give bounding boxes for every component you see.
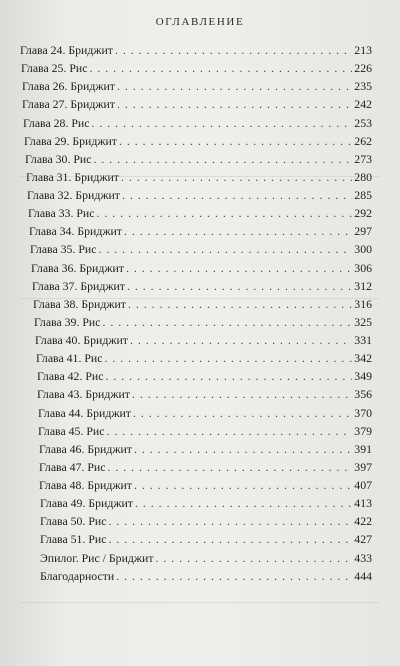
toc-leader-dots [115, 43, 352, 57]
toc-entry-page: 242 [354, 97, 372, 111]
toc-leader-dots [116, 569, 352, 583]
toc-entry-page: 349 [354, 369, 372, 383]
toc-entry-page: 253 [354, 116, 372, 130]
toc-entry-title: Глава 47. Рис [39, 460, 106, 474]
toc-entry [21, 61, 372, 75]
toc-entry [39, 478, 372, 492]
toc-leader-dots [127, 279, 352, 293]
toc-entry-title: Глава 41. Рис [36, 351, 103, 365]
toc-entry-page: 433 [354, 551, 372, 565]
toc-entry-title: Глава 26. Бриджит [22, 79, 115, 93]
toc-entry [39, 460, 372, 474]
toc-entry-page: 306 [354, 261, 372, 275]
toc-leader-dots [122, 188, 352, 202]
toc-leader-dots [133, 406, 352, 420]
toc-entry [31, 261, 372, 275]
toc-entry-page: 300 [354, 242, 372, 256]
toc-entry-title: Глава 25. Рис [21, 61, 88, 75]
toc-entry [38, 424, 372, 438]
toc-entry-page: 297 [354, 224, 372, 238]
toc-entry-page: 285 [354, 188, 372, 202]
toc-entry-title: Глава 42. Рис [37, 369, 104, 383]
toc-leader-dots [108, 514, 352, 528]
toc-entry-page: 235 [354, 79, 372, 93]
toc-entry-page: 444 [354, 569, 372, 583]
toc-leader-dots [134, 442, 352, 456]
toc-entry-title: Глава 34. Бриджит [29, 224, 122, 238]
toc-entry-page: 292 [354, 206, 372, 220]
toc-entry-title: Эпилог. Рис / Бриджит [40, 551, 154, 565]
toc-entry [40, 569, 372, 583]
toc-leader-dots [119, 134, 352, 148]
toc-entry [35, 333, 372, 347]
toc-entry-title: Глава 43. Бриджит [37, 387, 130, 401]
toc-entry [32, 279, 372, 293]
toc-entry [37, 369, 372, 383]
toc-entry-page: 262 [354, 134, 372, 148]
toc-entry-title: Глава 24. Бриджит [20, 43, 113, 57]
toc-entry [30, 242, 372, 256]
toc-entry-page: 413 [354, 496, 372, 510]
toc-entry-page: 226 [354, 61, 372, 75]
toc-entry-title: Глава 32. Бриджит [27, 188, 120, 202]
toc-entry-title: Глава 31. Бриджит [26, 170, 119, 184]
toc-entry-title: Глава 39. Рис [34, 315, 101, 329]
toc-entry-page: 325 [354, 315, 372, 329]
toc-leader-dots [130, 333, 352, 347]
toc-entry-page: 316 [354, 297, 372, 311]
toc-entry [20, 43, 372, 57]
toc-entry-page: 273 [354, 152, 372, 166]
toc-leader-dots [91, 116, 352, 130]
toc-leader-dots [134, 478, 352, 492]
toc-entry-page: 280 [354, 170, 372, 184]
toc-entry [37, 387, 372, 401]
toc-entry-page: 427 [354, 532, 372, 546]
toc-leader-dots [117, 79, 352, 93]
toc-leader-dots [121, 170, 352, 184]
toc-leader-dots [89, 61, 352, 75]
toc-entry-page: 397 [354, 460, 372, 474]
toc-entry-title: Глава 37. Бриджит [32, 279, 125, 293]
toc-entry [22, 97, 372, 111]
toc-leader-dots [106, 424, 352, 438]
toc-entry-title: Глава 29. Бриджит [24, 134, 117, 148]
toc-leader-dots [98, 242, 352, 256]
toc-entry [26, 170, 372, 184]
toc-leader-dots [93, 152, 352, 166]
toc-entry-title: Глава 38. Бриджит [33, 297, 126, 311]
toc-leader-dots [135, 496, 352, 510]
toc-entry [25, 152, 372, 166]
page-title: ОГЛАВЛЕНИЕ [155, 16, 245, 28]
toc-entry [29, 224, 372, 238]
toc-entry-title: Глава 28. Рис [23, 116, 90, 130]
toc-entry [23, 116, 372, 130]
toc-entry-page: 391 [354, 442, 372, 456]
toc-entry [27, 188, 372, 202]
toc-entry [33, 297, 372, 311]
toc-entry-page: 356 [354, 387, 372, 401]
toc-entry [36, 351, 372, 365]
toc-entry-page: 422 [354, 514, 372, 528]
toc-entry-page: 379 [354, 424, 372, 438]
toc-entry-title: Глава 27. Бриджит [22, 97, 115, 111]
toc-entry [24, 134, 372, 148]
toc-entry-title: Глава 51. Рис [40, 532, 107, 546]
table-of-contents [0, 43, 400, 583]
toc-entry [40, 514, 372, 528]
toc-entry-title: Глава 40. Бриджит [35, 333, 128, 347]
toc-entry-title: Глава 33. Рис [28, 206, 95, 220]
toc-entry [28, 206, 372, 220]
toc-entry-title: Благодарности [40, 569, 115, 583]
toc-entry-page: 331 [354, 333, 372, 347]
toc-leader-dots [124, 224, 352, 238]
toc-entry-title: Глава 35. Рис [30, 242, 97, 256]
toc-leader-dots [102, 315, 352, 329]
toc-entry-title: Глава 50. Рис [40, 514, 107, 528]
toc-entry-page: 407 [354, 478, 372, 492]
toc-entry-title: Глава 46. Бриджит [39, 442, 132, 456]
toc-leader-dots [105, 369, 352, 383]
toc-entry [40, 551, 372, 565]
toc-leader-dots [107, 460, 352, 474]
toc-entry [38, 406, 372, 420]
toc-entry-page: 370 [354, 406, 372, 420]
toc-leader-dots [156, 551, 353, 565]
toc-entry-title: Глава 44. Бриджит [38, 406, 131, 420]
toc-entry [39, 442, 372, 456]
toc-entry-title: Глава 45. Рис [38, 424, 105, 438]
toc-leader-dots [104, 351, 352, 365]
toc-entry [40, 496, 372, 510]
toc-entry [22, 79, 372, 93]
toc-leader-dots [132, 387, 352, 401]
toc-entry-title: Глава 49. Бриджит [40, 496, 133, 510]
toc-leader-dots [96, 206, 352, 220]
toc-leader-dots [108, 532, 352, 546]
toc-leader-dots [126, 261, 352, 275]
toc-entry-page: 342 [354, 351, 372, 365]
toc-entry-title: Глава 36. Бриджит [31, 261, 124, 275]
toc-entry-title: Глава 30. Рис [25, 152, 92, 166]
toc-entry-page: 213 [354, 43, 372, 57]
toc-entry [40, 532, 372, 546]
toc-leader-dots [117, 97, 352, 111]
paper-bleed-line [20, 602, 380, 603]
toc-entry-title: Глава 48. Бриджит [39, 478, 132, 492]
toc-leader-dots [128, 297, 352, 311]
toc-entry-page: 312 [354, 279, 372, 293]
toc-entry [34, 315, 372, 329]
